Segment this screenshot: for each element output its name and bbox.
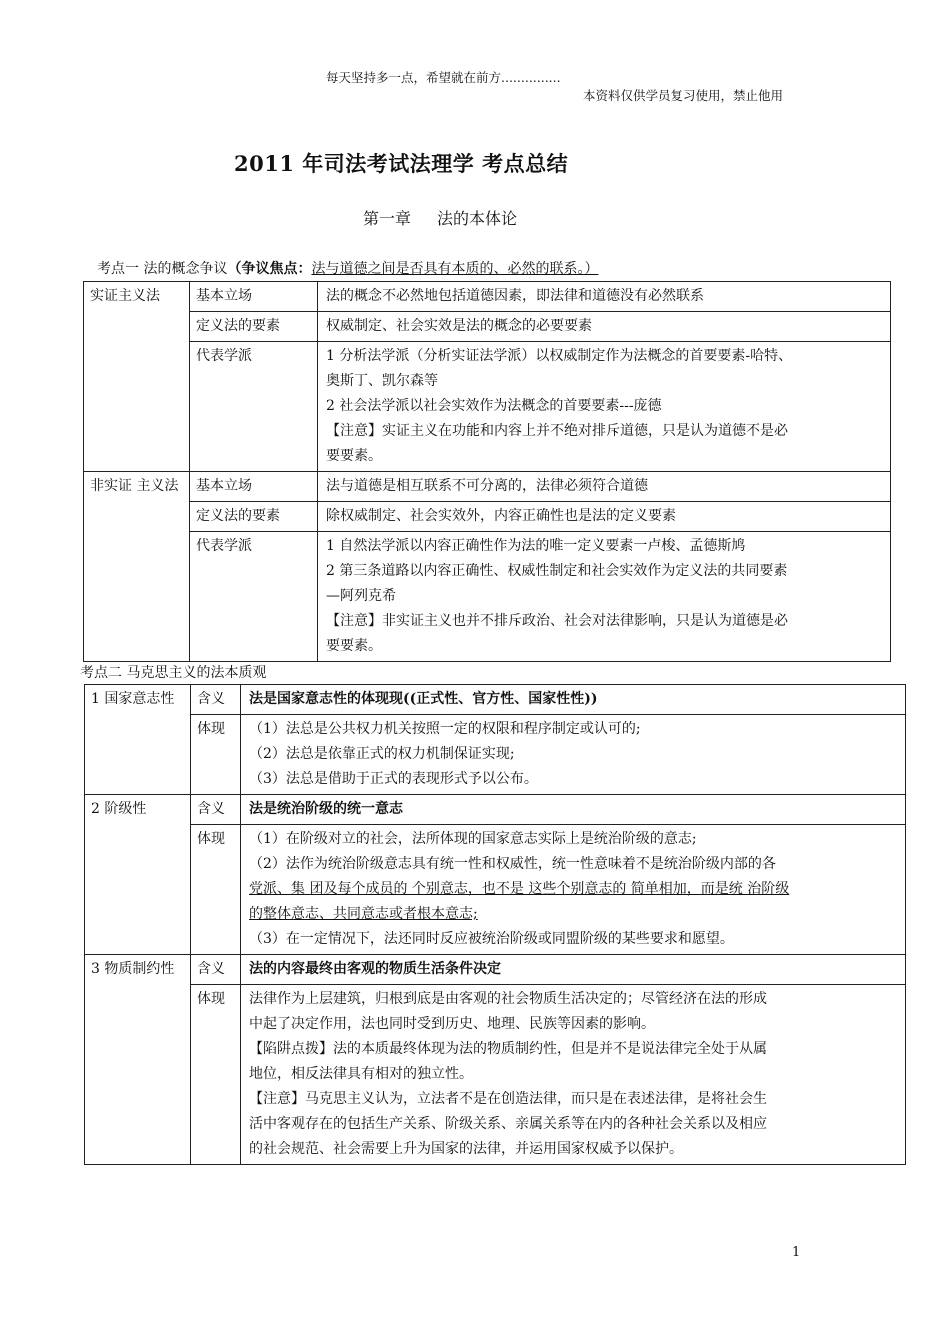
row-key: 含义 <box>191 795 241 825</box>
section-body: （1）在阶级对立的社会，法所体现的国家意志实际上是统治阶级的意志; （2）法作为统治阶级意志具有统一性和权威性，统一性意味着不是统治阶级内部的各 党派、集 团及每个成员的 个别意志，也不是 这些个别意志的 简单相加，而是统 治阶级 的整体意志、共同意志或者根本意志; （3）在一定情况下，法还同时反应被统治阶级或同盟阶级的某些要求和愿望。 <box>241 825 906 955</box>
kaodian2-heading: 考点二 马克思主义的法本质观 <box>80 665 267 681</box>
chapter-name: 法的本体论 <box>437 209 518 228</box>
table-row <box>85 795 906 825</box>
row-content: 1 分析法学派（分析实证法学派）以权威制定作为法概念的首要要素-哈特、 奥斯丁、凯尔森等 2 社会法学派以社会实效作为法概念的首要要素---庞德 【注意】实证主义在功能和内容上并不绝对排斥道德，只是认为道德不是必 要要素。 <box>318 342 891 472</box>
table-row <box>84 532 891 662</box>
row-content: 除权威制定、社会实效外，内容正确性也是法的定义要素 <box>318 502 891 532</box>
header-notice: 本资料仅供学员复习使用，禁止他用 <box>583 88 784 103</box>
section-meaning: 法的内容最终由客观的物质生活条件决定 <box>241 955 906 985</box>
table-row <box>84 472 891 502</box>
section-body: （1）法总是公共权力机关按照一定的权限和程序制定或认可的; （2）法总是依靠正式的权力机制保证实现; （3）法总是借助于正式的表现形式予以公布。 <box>241 715 906 795</box>
row-key: 含义 <box>191 955 241 985</box>
page-number: 1 <box>792 1245 801 1260</box>
row-key: 基本立场 <box>190 472 318 502</box>
row-key: 体现 <box>191 715 241 795</box>
row-key: 定义法的要素 <box>190 312 318 342</box>
row-content: 权威制定、社会实效是法的概念的必要要素 <box>318 312 891 342</box>
table-row <box>84 282 891 312</box>
table-row <box>85 985 906 1165</box>
section-name: 3 物质制约性 <box>85 955 191 1165</box>
section-body: 法律作为上层建筑，归根到底是由客观的社会物质生活决定的；尽管经济在法的形成 中起了决定作用，法也同时受到历史、地理、民族等因素的影响。 【陷阱点拨】法的本质最终体现为法的物质制约性，但是并不是说法律完全处于从属 地位，相反法律具有相对的独立性。 【注意】马克思主义认为，立法者不是在创造法律，而只是在表述法律，是将社会生 活中客观存在的包括生产关系、阶级关系、亲属关系等在内的各种社会关系以及相应 的社会规范、社会需要上升为国家的法律，并运用国家权威予以保护。 <box>241 985 906 1165</box>
table-row <box>85 955 906 985</box>
concept-dispute-table <box>83 281 891 662</box>
row-key: 定义法的要素 <box>190 502 318 532</box>
kaodian1-heading <box>97 258 598 278</box>
row-content: 法的概念不必然地包括道德因素，即法律和道德没有必然联系 <box>318 282 891 312</box>
header-motto: 每天坚持多一点，希望就在前方............... <box>326 70 561 85</box>
kaodian1-label: 考点一 法的概念争议 <box>97 261 228 277</box>
row-key: 体现 <box>191 985 241 1165</box>
row-key: 代表学派 <box>190 532 318 662</box>
row-key: 代表学派 <box>190 342 318 472</box>
table-row <box>85 685 906 715</box>
section-meaning: 法是统治阶级的统一意志 <box>241 795 906 825</box>
table-row <box>84 342 891 472</box>
table-row <box>84 312 891 342</box>
row-key: 体现 <box>191 825 241 955</box>
table-row <box>84 502 891 532</box>
chapter-heading <box>363 206 517 229</box>
kaodian1-focus-label: （争议焦点： <box>227 261 312 277</box>
table-row <box>85 715 906 795</box>
kaodian1-focus-text: 法与道德之间是否具有本质的、必然的联系。） <box>311 261 599 277</box>
document-title: 2011 年司法考试法理学 考点总结 <box>234 151 569 176</box>
group-name: 实证主义法 <box>84 282 190 472</box>
section-name: 1 国家意志性 <box>85 685 191 795</box>
row-key: 含义 <box>191 685 241 715</box>
table-row <box>85 825 906 955</box>
section-meaning: 法是国家意志性的体现现((正式性、官方性、国家性性)) <box>241 685 906 715</box>
marxist-essence-table <box>84 684 906 1165</box>
row-key: 基本立场 <box>190 282 318 312</box>
chapter-number: 第一章 <box>363 209 412 228</box>
row-content: 法与道德是相互联系不可分离的，法律必须符合道德 <box>318 472 891 502</box>
group-name: 非实证 主义法 <box>84 472 190 662</box>
section-name: 2 阶级性 <box>85 795 191 955</box>
row-content: 1 自然法学派以内容正确性作为法的唯一定义要素一卢梭、孟德斯鸠 2 第三条道路以内容正确性、权威性制定和社会实效作为定义法的共同要素 —阿列克希 【注意】非实证主义也并不排斥政治、社会对法律影响，只是认为道德是必 要要素。 <box>318 532 891 662</box>
